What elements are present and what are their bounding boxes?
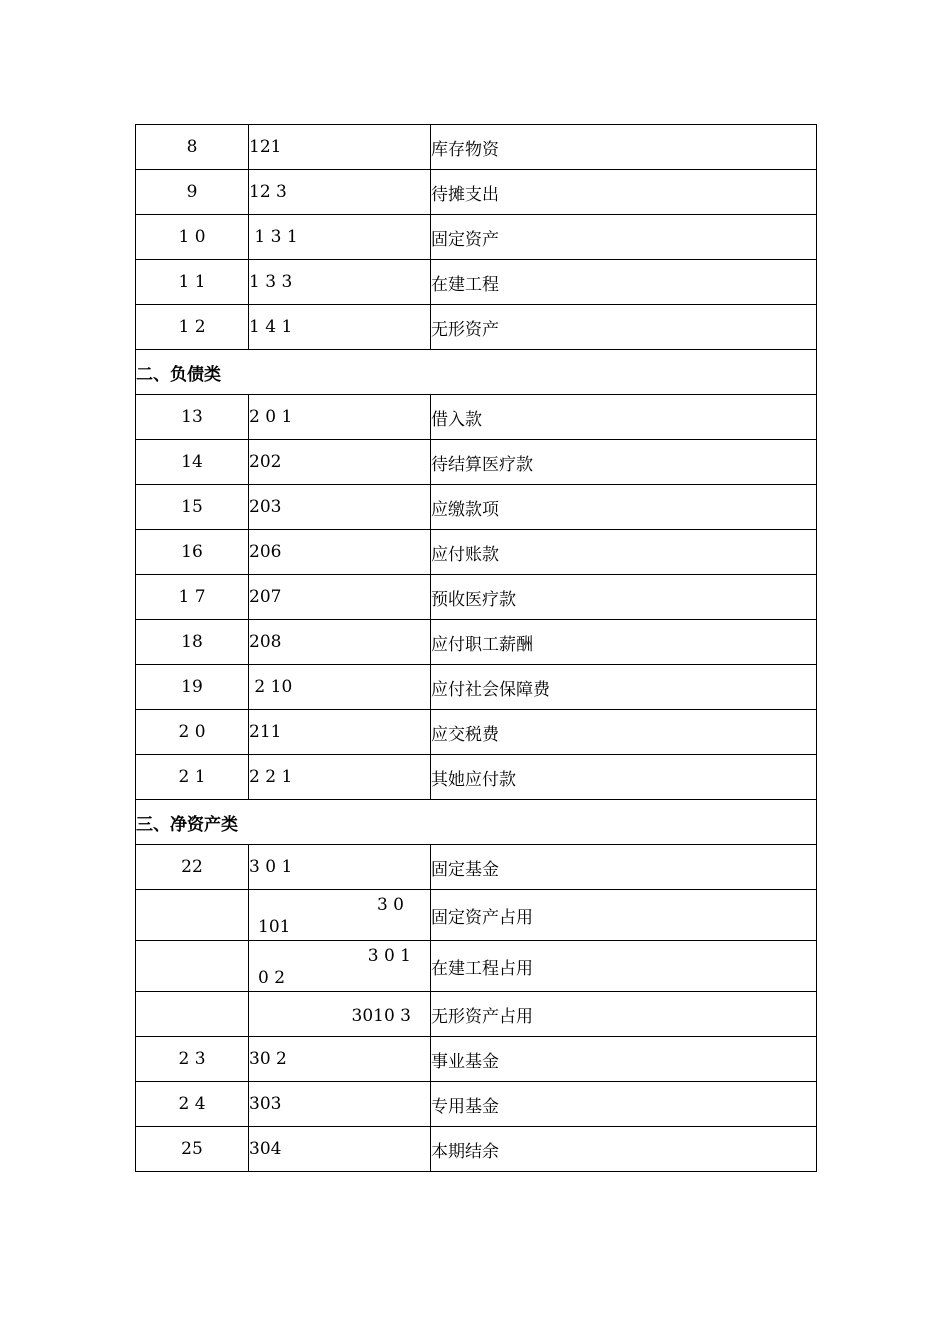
account-code: 304 bbox=[249, 1127, 431, 1172]
section-heading-liabilities: 二、负债类 bbox=[136, 350, 817, 395]
account-name: 应付社会保障费 bbox=[431, 665, 817, 710]
account-code: 1 3 3 bbox=[249, 260, 431, 305]
account-code: 203 bbox=[249, 485, 431, 530]
sub-account-code bbox=[249, 992, 431, 1037]
table-row bbox=[136, 530, 817, 575]
row-number: 8 bbox=[136, 125, 249, 170]
sub-account-name: 在建工程占用 bbox=[431, 941, 817, 992]
row-number: 1 2 bbox=[136, 305, 249, 350]
account-name: 借入款 bbox=[431, 395, 817, 440]
sub-account-row bbox=[136, 941, 817, 992]
table-row bbox=[136, 485, 817, 530]
account-name: 应交税费 bbox=[431, 710, 817, 755]
account-code: 2 2 1 bbox=[249, 755, 431, 800]
account-name: 应付职工薪酬 bbox=[431, 620, 817, 665]
account-code-table bbox=[135, 124, 817, 1172]
row-number: 16 bbox=[136, 530, 249, 575]
sub-account-name: 固定资产占用 bbox=[431, 890, 817, 941]
row-number: 2 0 bbox=[136, 710, 249, 755]
account-code: 208 bbox=[249, 620, 431, 665]
row-number: 25 bbox=[136, 1127, 249, 1172]
account-name: 固定资产 bbox=[431, 215, 817, 260]
sub-account-row bbox=[136, 992, 817, 1037]
row-number: 2 4 bbox=[136, 1082, 249, 1127]
table-row bbox=[136, 1037, 817, 1082]
sub-account-code-line-1: 3 0 1 bbox=[367, 946, 411, 966]
account-code: 30 2 bbox=[249, 1037, 431, 1082]
row-number: 13 bbox=[136, 395, 249, 440]
table-row bbox=[136, 395, 817, 440]
row-number: 19 bbox=[136, 665, 249, 710]
table-row bbox=[136, 305, 817, 350]
row-number: 2 3 bbox=[136, 1037, 249, 1082]
table-row bbox=[136, 710, 817, 755]
row-number: 18 bbox=[136, 620, 249, 665]
account-code: 1 3 1 bbox=[249, 215, 431, 260]
account-name: 在建工程 bbox=[431, 260, 817, 305]
row-number-empty bbox=[136, 992, 249, 1037]
account-code: 303 bbox=[249, 1082, 431, 1127]
sub-account-code bbox=[249, 890, 431, 941]
account-name: 其她应付款 bbox=[431, 755, 817, 800]
table-row bbox=[136, 1082, 817, 1127]
row-number: 1 0 bbox=[136, 215, 249, 260]
account-name: 待摊支出 bbox=[431, 170, 817, 215]
table-row bbox=[136, 170, 817, 215]
sub-account-code-line: 3010 3 bbox=[351, 1006, 411, 1026]
sub-account-code-line-1: 3 0 bbox=[376, 895, 404, 915]
row-number-empty bbox=[136, 941, 249, 992]
table-row bbox=[136, 1127, 817, 1172]
table-row bbox=[136, 215, 817, 260]
section-row bbox=[136, 800, 817, 845]
table-row bbox=[136, 620, 817, 665]
row-number: 14 bbox=[136, 440, 249, 485]
account-name: 本期结余 bbox=[431, 1127, 817, 1172]
account-code: 206 bbox=[249, 530, 431, 575]
account-name: 事业基金 bbox=[431, 1037, 817, 1082]
row-number: 15 bbox=[136, 485, 249, 530]
sub-account-code bbox=[249, 941, 431, 992]
section-row bbox=[136, 350, 817, 395]
table-row bbox=[136, 755, 817, 800]
account-name: 固定基金 bbox=[431, 845, 817, 890]
row-number-empty bbox=[136, 890, 249, 941]
account-name: 无形资产 bbox=[431, 305, 817, 350]
sub-account-code-line-2: 0 2 bbox=[258, 968, 286, 988]
row-number: 1 1 bbox=[136, 260, 249, 305]
row-number: 22 bbox=[136, 845, 249, 890]
table-row bbox=[136, 125, 817, 170]
table-row bbox=[136, 665, 817, 710]
row-number: 2 1 bbox=[136, 755, 249, 800]
account-name: 预收医疗款 bbox=[431, 575, 817, 620]
account-code: 207 bbox=[249, 575, 431, 620]
row-number: 1 7 bbox=[136, 575, 249, 620]
account-name: 应缴款项 bbox=[431, 485, 817, 530]
sub-account-name: 无形资产占用 bbox=[431, 992, 817, 1037]
sub-account-code-line-2: 101 bbox=[258, 917, 291, 937]
account-code: 121 bbox=[249, 125, 431, 170]
account-name: 应付账款 bbox=[431, 530, 817, 575]
account-name: 库存物资 bbox=[431, 125, 817, 170]
account-code: 211 bbox=[249, 710, 431, 755]
account-code: 2 0 1 bbox=[249, 395, 431, 440]
account-code: 3 0 1 bbox=[249, 845, 431, 890]
table-row bbox=[136, 440, 817, 485]
account-code: 202 bbox=[249, 440, 431, 485]
table-row bbox=[136, 260, 817, 305]
sub-account-row bbox=[136, 890, 817, 941]
account-code: 12 3 bbox=[249, 170, 431, 215]
section-heading-net-assets: 三、净资产类 bbox=[136, 800, 817, 845]
account-name: 待结算医疗款 bbox=[431, 440, 817, 485]
account-code: 2 10 bbox=[249, 665, 431, 710]
account-code: 1 4 1 bbox=[249, 305, 431, 350]
account-name: 专用基金 bbox=[431, 1082, 817, 1127]
table-row bbox=[136, 575, 817, 620]
table-row bbox=[136, 845, 817, 890]
row-number: 9 bbox=[136, 170, 249, 215]
